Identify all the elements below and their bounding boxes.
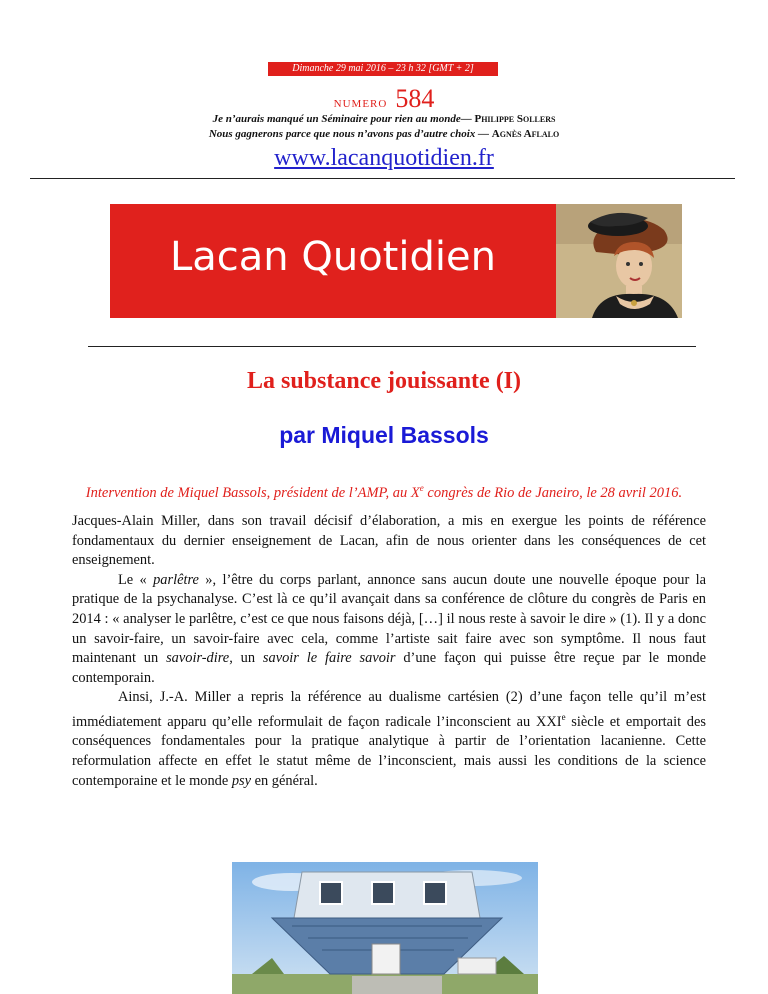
- paragraph-text: », l’être du corps parlant, annonce sans aucun doute une nouvelle époque pour la pratique de la psychanalyse. C’est là ce qu’il avançait dans sa conférence de clôture du congrès de Paris en 2014 : « analyser le parlêtre, c’est ce que nous faisons déjà, […] il nous reste à savoir le dire » (1). Il y a donc un savoir-faire, un savoir-faire avec cela, comme l’artiste sait faire avec son symptôme. Il nous faut maintenant un: [72, 571, 706, 667]
- article-title: La substance jouissante (I): [246, 368, 522, 394]
- masthead-portrait-illustration: [556, 204, 682, 318]
- banner-divider: [88, 346, 696, 347]
- paragraph-text: Le «: [118, 571, 154, 588]
- epigraph-author: Philippe Sollers: [474, 113, 556, 125]
- upside-down-house-photo: [232, 862, 538, 994]
- paragraph-text: Ainsi, J.-A. Miller a repris la référence au dualisme cartésien (2) d’une façon telle qu’il m’est immédiatement apparu qu’elle reformulait de façon radicale l’inconscient au XXI: [72, 689, 706, 730]
- epigraph-text: Je n’aurais manqué un Séminaire pour rien au monde—: [212, 113, 475, 125]
- issue-number-label: NUMERO: [333, 98, 388, 110]
- article-body: [72, 512, 706, 791]
- issue-number: [0, 84, 768, 114]
- emphasis-psy: psy: [231, 772, 252, 789]
- intro-superscript: e: [419, 483, 424, 493]
- intro-text: Intervention de Miquel Bassols, président de l’AMP, au X: [85, 484, 420, 501]
- epigraph-aflalo: [0, 128, 768, 140]
- epigraph-sollers: [0, 113, 768, 125]
- emphasis-parletre: parlêtre: [153, 571, 199, 588]
- issue-number-value: 584: [395, 84, 435, 113]
- emphasis-savoir-dire: savoir-dire: [166, 650, 230, 667]
- century-superscript: e: [561, 711, 566, 722]
- paragraph-1: Jacques-Alain Miller, dans son travail décisif d’élaboration, a mis en exergue les points de référence fondamentaux du dernier enseignement de Lacan, afin de nous orienter dans les conséquences de cet enseignement.: [72, 513, 706, 569]
- article-intro: [0, 483, 768, 502]
- masthead-banner: [110, 204, 682, 318]
- emphasis-savoir-faire-savoir: savoir le faire savoir: [262, 650, 396, 667]
- paragraph-2: [72, 571, 706, 689]
- epigraph-text: Nous gagnerons parce que nous n’avons pas d’autre choix —: [208, 128, 492, 140]
- paragraph-3: [72, 688, 706, 791]
- epigraph-author: Agnès Aflalo: [491, 128, 560, 140]
- paragraph-text: , un: [229, 650, 263, 667]
- header-divider: [30, 178, 735, 179]
- paragraph-text: d’une façon qui puisse être reçue par le monde contemporain.: [72, 650, 706, 686]
- paragraph-text: siècle et emportait des conséquences fondamentales pour la pratique analytique à partir de l’orientation lacanienne. Cette reformulation affecte en effet le statut même de l’inconscient, mais aussi les conditions de la science contemporaine et le monde: [72, 713, 706, 789]
- article-byline: par Miquel Bassols: [279, 422, 489, 448]
- site-link[interactable]: www.lacanquotidien.fr: [274, 145, 494, 171]
- dateline: Dimanche 29 mai 2016 – 23 h 32 [GMT + 2]: [268, 62, 498, 76]
- masthead-title: Lacan Quotidien: [170, 234, 496, 280]
- site-url: [0, 145, 768, 172]
- intro-text-end: congrès de Rio de Janeiro, le 28 avril 2016.: [423, 484, 683, 501]
- paragraph-text: en général.: [251, 772, 318, 789]
